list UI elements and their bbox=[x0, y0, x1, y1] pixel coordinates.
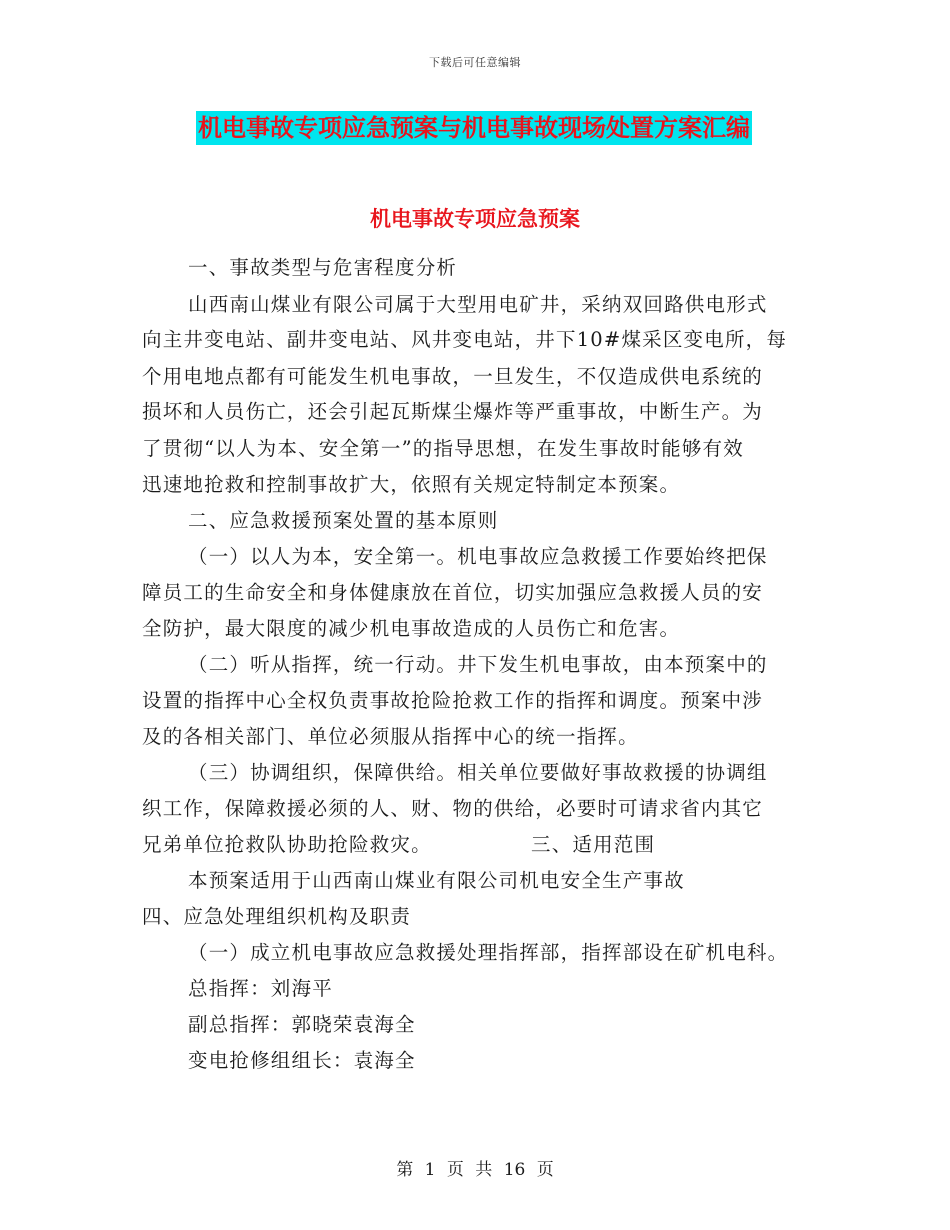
deputy-commander-line: 副总指挥：郭晓荣袁海全 bbox=[188, 1013, 416, 1036]
paragraph-line: 全防护，最大限度的减少机电事故造成的人员伤亡和危害。 bbox=[142, 617, 681, 640]
heading-basic-principles: 二、应急救援预案处置的基本原则 bbox=[188, 509, 499, 532]
commander-line: 总指挥：刘海平 bbox=[188, 977, 333, 1000]
paragraph-line: （三）协调组织，保障供给。相关单位要做好事故救援的协调组 bbox=[188, 761, 768, 784]
heading-scope: 三、适用范围 bbox=[531, 833, 656, 856]
paragraph-line: （二）听从指挥，统一行动。井下发生机电事故，由本预案中的 bbox=[188, 653, 768, 676]
heading-organization: 四、应急处理组织机构及职责 bbox=[142, 905, 412, 928]
paragraph-line: 本预案适用于山西南山煤业有限公司机电安全生产事故 bbox=[188, 869, 685, 892]
paragraph-line: 织工作，保障救援必须的人、财、物的供给，必要时可请求省内其它 bbox=[142, 797, 764, 820]
paragraph-line: 障员工的生命安全和身体健康放在首位，切实加强应急救援人员的安 bbox=[142, 581, 764, 604]
heading-accident-types: 一、事故类型与危害程度分析 bbox=[188, 256, 458, 279]
paragraph-line: 及的各相关部门、单位必须服从指挥中心的统一指挥。 bbox=[142, 725, 639, 748]
paragraph-line: 迅速地抢救和控制事故扩大，依照有关规定特制定本预案。 bbox=[142, 473, 681, 496]
paragraph-line: 损坏和人员伤亡，还会引起瓦斯煤尘爆炸等严重事故，中断生产。为 bbox=[142, 400, 764, 423]
paragraph-line: 设置的指挥中心全权负责事故抢险抢救工作的指挥和调度。预案中涉 bbox=[142, 689, 764, 712]
paragraph-line: 了贯彻“以人为本、安全第一”的指导思想，在发生事故时能够有效 bbox=[142, 437, 744, 460]
paragraph-line: 个用电地点都有可能发生机电事故，一旦发生，不仅造成供电系统的 bbox=[142, 365, 764, 388]
paragraph-line: （一）以人为本，安全第一。机电事故应急救援工作要始终把保 bbox=[188, 545, 768, 568]
section-title: 机电事故专项应急预案 bbox=[370, 206, 580, 231]
paragraph-line: （一）成立机电事故应急救援处理指挥部，指挥部设在矿机电科。 bbox=[188, 941, 789, 964]
header-note: 下载后可任意编辑 bbox=[429, 56, 521, 69]
document-title: 机电事故专项应急预案与机电事故现场处置方案汇编 bbox=[196, 111, 752, 145]
paragraph-line: 向主井变电站、副井变电站、风井变电站，井下10#煤采区变电所，每 bbox=[142, 328, 788, 351]
paragraph-line: 兄弟单位抢救队协助抢险救灾。 bbox=[142, 833, 432, 856]
paragraph-line: 山西南山煤业有限公司属于大型用电矿井，采纳双回路供电形式 bbox=[188, 293, 768, 316]
repair-team-leader-line: 变电抢修组组长：袁海全 bbox=[188, 1049, 416, 1072]
page-number: 第 1 页 共 16 页 bbox=[396, 1160, 554, 1180]
